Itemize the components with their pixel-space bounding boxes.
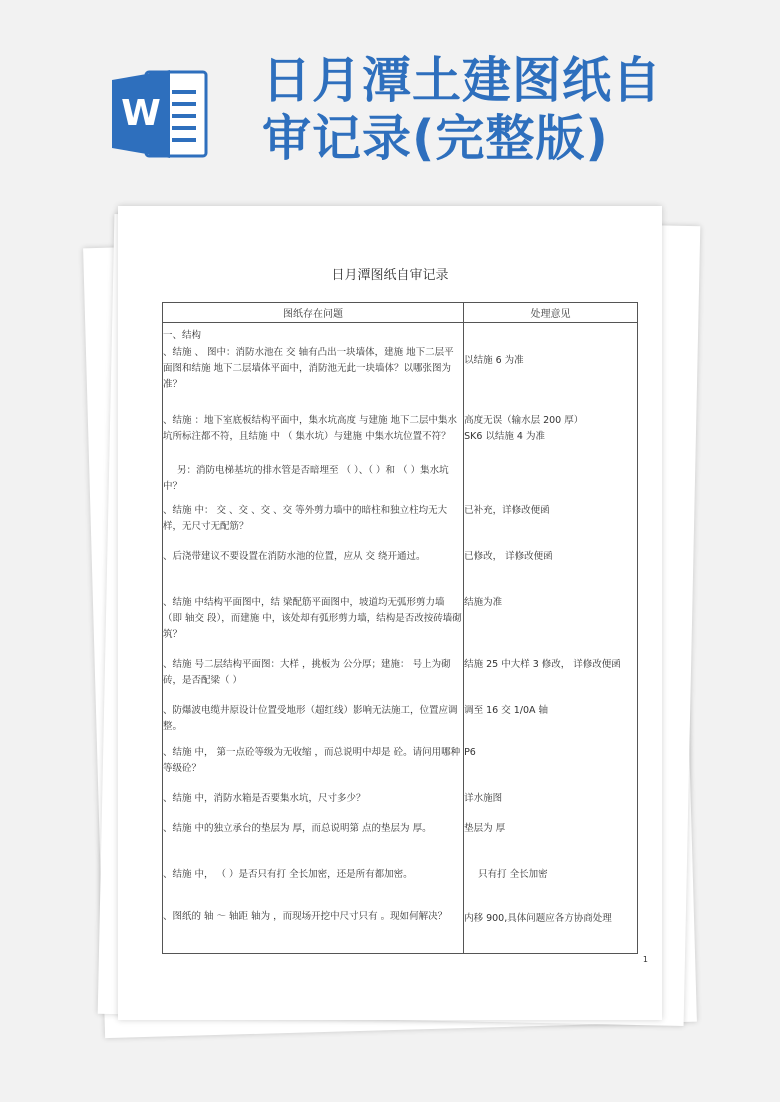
problem-item: 、结施 、 图中：消防水池在 交 轴有凸出一块墙体，建施 地下二层平面图和结施 地下二层墙体平面中，消防池无此一块墙体？以哪张图为准？ xyxy=(163,347,454,390)
section-heading: 一、结构 xyxy=(163,330,202,341)
opinion-item-note: SK6 以结施 4 为准 xyxy=(464,431,545,442)
banner-title xyxy=(262,52,762,168)
banner-title-line2: 审记录(完整版) xyxy=(262,110,609,167)
problem-item: 、结施 中： 交 、交 、交 、交 等外剪力墙中的暗柱和独立柱均无大样，无尺寸无配筋？ xyxy=(163,505,448,532)
opinion-item: 调至 16 交 1/0A 轴 xyxy=(464,705,549,716)
opinion-item: 结施 25 中大样 3 修改， 详修改便函 xyxy=(464,659,621,670)
page-number: 1 xyxy=(642,955,648,964)
problem-item: 、防爆波电缆井原设计位置受地形（超红线）影响无法施工，位置应调整。 xyxy=(163,705,458,732)
table-body-row xyxy=(163,323,638,954)
column-header-opinion: 处理意见 xyxy=(464,303,638,323)
svg-text:W: W xyxy=(121,93,161,134)
problem-item: 、结施 中，消防水箱是否要集水坑，尺寸多少？ xyxy=(163,793,366,804)
problem-item: 、结施 号二层结构平面图：大样 ，挑板为 公分厚；建施： 号上为砌砖，是否配梁（ ） xyxy=(163,659,451,686)
problem-item: 、结施 中结构平面图中，结 梁配筋平面图中，坡道均无弧形剪力墙（即 轴交 段），而建施 中，该处却有弧形剪力墙，结构是否改按砖墙砌筑？ xyxy=(163,597,462,640)
problem-cell xyxy=(163,323,464,954)
opinion-item: 已补充，详修改便函 xyxy=(464,505,550,516)
opinion-item: 只有打 全长加密 xyxy=(478,869,548,880)
opinion-item: P6 xyxy=(464,747,476,758)
opinion-item: 结施为准 xyxy=(464,597,503,608)
opinion-item: 已修改， 详修改便函 xyxy=(464,551,553,562)
problem-item-note: 另：消防电梯基坑的排水管是否暗埋至 （ ）、（ ）和 （ ）集水坑中？ xyxy=(163,465,449,492)
opinion-item: 内移 900,具体问题应各方协商处理 xyxy=(464,913,612,924)
opinion-item: 垫层为 厚 xyxy=(464,823,506,834)
document-title: 日月潭图纸自审记录 xyxy=(331,268,449,283)
review-table xyxy=(162,302,638,954)
banner-title-line1: 日月潭土建图纸自 xyxy=(262,52,663,109)
table-header-row xyxy=(163,303,638,323)
opinion-item: 高度无误（输水层 200 厚） xyxy=(464,415,584,426)
problem-item: 、图纸的 轴 ～ 轴距 轴为 ，而现场开挖中尺寸只有 。现如何解决？ xyxy=(163,911,448,922)
problem-item: 、结施 中， 第一点砼等级为无收缩 ，而总说明中却是 砼。请问用哪种等级砼？ xyxy=(163,747,461,774)
opinion-item: 详水施图 xyxy=(464,793,503,804)
problem-item: 、结施 ：地下室底板结构平面中，集水坑高度 与建施 地下二层中集水坑所标注都不符，且结施 中 （ 集水坑）与建施 中集水坑位置不符？ xyxy=(163,415,458,442)
opinion-cell xyxy=(464,323,638,954)
column-header-problem: 图纸存在问题 xyxy=(163,303,464,323)
opinion-item: 以结施 6 为准 xyxy=(464,355,524,366)
problem-item: 、结施 中的独立承台的垫层为 厚，而总说明第 点的垫层为 厚。 xyxy=(163,823,432,834)
document-page xyxy=(118,206,662,1020)
problem-item: 、结施 中， （ ）是否只有打 全长加密，还是所有都加密。 xyxy=(163,869,413,880)
word-document-icon xyxy=(108,62,212,166)
problem-item: 、后浇带建议不要设置在消防水池的位置，应从 交 绕开通过。 xyxy=(163,551,426,562)
